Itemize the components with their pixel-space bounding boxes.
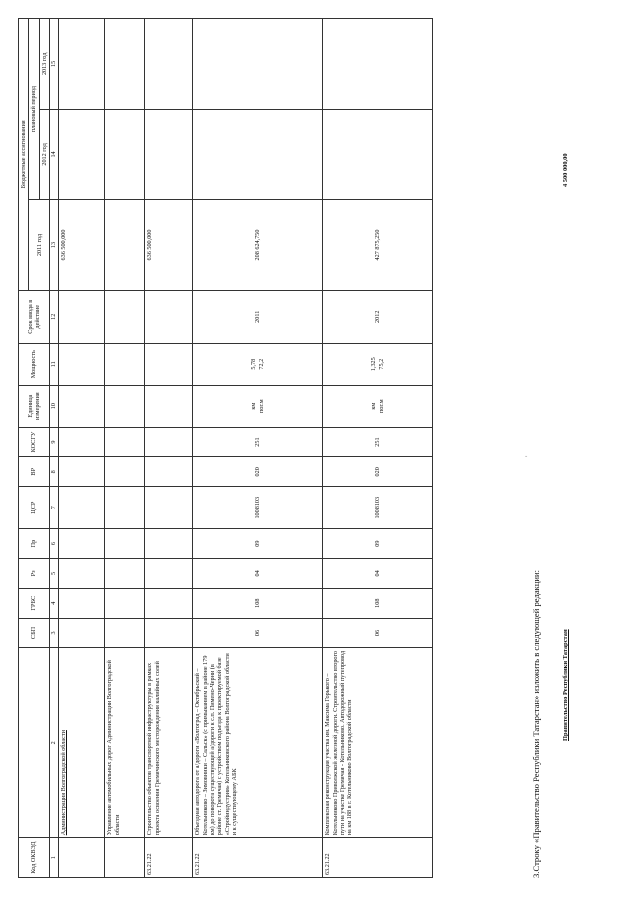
cell-rz: 04 [193, 558, 323, 588]
section-heading: Правительство Республики Татарстан [562, 629, 569, 741]
cell-grbs [145, 588, 193, 618]
cell-sbp: 06 [323, 618, 433, 648]
header-budget-group: Бюджетные ассигнования [19, 19, 29, 291]
header-2012: 2012 год [39, 109, 49, 200]
cell-2013 [145, 19, 193, 110]
column-number: 10 [50, 385, 59, 427]
header-capacity: Мощность [19, 343, 50, 385]
cell-2011: 427 875,250 [323, 200, 433, 291]
cell-tsst [145, 487, 193, 529]
cell-rz [145, 558, 193, 588]
cell-okved: 63.21.22 [323, 838, 433, 878]
cell-name: Комплексная реконструкция участка им. Максима Горького – Котельниково Приволжской железной дороги. Строительство второго пути на участке Гремячая - Котельниково. Автодорожный путепровод на км 188 в г. Котельниково Волгоградской области [323, 648, 433, 838]
cell-tsst: 1008103 [193, 487, 323, 529]
column-number: 7 [50, 487, 59, 529]
cell-tsst [59, 487, 105, 529]
header-rz: Рз [19, 558, 50, 588]
header-sbp: СБП [19, 618, 50, 648]
column-number: 14 [50, 109, 59, 200]
cell-okved [59, 838, 105, 878]
header-term: Срок ввода в действие [19, 290, 50, 343]
cell-term: 2012 [323, 290, 433, 343]
cell-term [59, 290, 105, 343]
column-number: 4 [50, 588, 59, 618]
column-number: 11 [50, 343, 59, 385]
cell-unit: км пог.м [193, 385, 323, 427]
cell-term: 2011 [193, 290, 323, 343]
cell-2013 [193, 19, 323, 110]
cell-grbs [105, 588, 145, 618]
cell-2013 [323, 19, 433, 110]
table-row [323, 19, 433, 878]
amendment-note: 3.Строку «Правительство Республики Татарстан» изложить в следующей редакции: [531, 569, 541, 878]
cell-term [145, 290, 193, 343]
cell-name: Администрация Волгоградской области [59, 648, 105, 838]
column-number-row [50, 19, 59, 878]
column-number: 15 [50, 19, 59, 110]
table-row [59, 19, 105, 878]
column-number: 2 [50, 648, 59, 838]
header-name [19, 648, 50, 838]
cell-2012 [145, 109, 193, 200]
table-row [105, 19, 145, 878]
header-kosgu: КОСГУ [19, 427, 50, 457]
cell-2011 [105, 200, 145, 291]
cell-rz [105, 558, 145, 588]
cell-kosgu: 251 [193, 427, 323, 457]
table-row [193, 19, 323, 878]
column-number: 8 [50, 457, 59, 487]
stray-mark: , [522, 455, 528, 457]
cell-kosgu [105, 427, 145, 457]
cell-2012 [323, 109, 433, 200]
header-row-1 [19, 19, 29, 878]
cell-name: Объездная автодорога от а/дороги «Волгоград – Октябрьский – Котельниково – Зимовники – Сальск» (с примыканием в районе 179 км) до поворота существующей а/дороги к с.п. Пимено-Черни (в районе ст. Гремячая) с устройством подъезда к проектируемой базе «Стройиндустрия» Котельниковского района Волгоградской области и к существующему АБК [193, 648, 323, 838]
column-number: 1 [50, 838, 59, 878]
cell-capacity [145, 343, 193, 385]
cell-rz [59, 558, 105, 588]
cell-capacity [59, 343, 105, 385]
cell-okved: 63.21.22 [145, 838, 193, 878]
cell-2011: 636 500,000 [59, 200, 105, 291]
cell-unit: км пог.м [323, 385, 433, 427]
column-number: 3 [50, 618, 59, 648]
cell-vr [59, 457, 105, 487]
header-2011: 2011 год [29, 200, 50, 291]
cell-pr: 09 [323, 529, 433, 559]
column-number: 12 [50, 290, 59, 343]
budget-table [18, 18, 433, 878]
cell-vr: 020 [193, 457, 323, 487]
cell-2013 [59, 19, 105, 110]
cell-grbs: 108 [193, 588, 323, 618]
cell-2011: 208 624,750 [193, 200, 323, 291]
cell-pr [105, 529, 145, 559]
header-vr: ВР [19, 457, 50, 487]
cell-vr [105, 457, 145, 487]
table-row [145, 19, 193, 878]
cell-grbs: 108 [323, 588, 433, 618]
cell-unit [105, 385, 145, 427]
cell-tsst [105, 487, 145, 529]
column-number: 13 [50, 200, 59, 291]
cell-vr [145, 457, 193, 487]
column-number: 5 [50, 558, 59, 588]
cell-sbp [145, 618, 193, 648]
cell-sbp [59, 618, 105, 648]
header-grbs: ГРБС [19, 588, 50, 618]
header-tsst: ЦСР [19, 487, 50, 529]
cell-pr [145, 529, 193, 559]
cell-rz: 04 [323, 558, 433, 588]
cell-tsst: 1008103 [323, 487, 433, 529]
column-number: 6 [50, 529, 59, 559]
cell-kosgu [59, 427, 105, 457]
cell-capacity: 5,78 72,2 [193, 343, 323, 385]
header-pr: Пр [19, 529, 50, 559]
cell-2012 [193, 109, 323, 200]
cell-sbp: 06 [193, 618, 323, 648]
header-2013: 2013 год [39, 19, 49, 110]
cell-name: Строительство объектов транспортной инфраструктуры в рамках проекта освоения Гремячинского месторождения калийных солей [145, 648, 193, 838]
cell-okved: 63.21.22 [193, 838, 323, 878]
cell-name: Управление автомобильных дорог Администрации Волгоградской области [105, 648, 145, 838]
cell-sbp [105, 618, 145, 648]
cell-kosgu [145, 427, 193, 457]
header-planning: плановый период [29, 19, 39, 200]
cell-grbs [59, 588, 105, 618]
cell-2012 [105, 109, 145, 200]
cell-kosgu: 251 [323, 427, 433, 457]
cell-vr: 020 [323, 457, 433, 487]
section-amount: 4 500 000,00 [562, 153, 569, 187]
cell-unit [59, 385, 105, 427]
cell-capacity: 1,325 75,2 [323, 343, 433, 385]
cell-pr: 09 [193, 529, 323, 559]
cell-okved [105, 838, 145, 878]
cell-term [105, 290, 145, 343]
cell-capacity [105, 343, 145, 385]
cell-unit [145, 385, 193, 427]
header-okved: Код ОКВЭД [19, 838, 50, 878]
cell-2011: 636 500,000 [145, 200, 193, 291]
column-number: 9 [50, 427, 59, 457]
header-unit: Единица измерения [19, 385, 50, 427]
cell-2012 [59, 109, 105, 200]
cell-pr [59, 529, 105, 559]
cell-2013 [105, 19, 145, 110]
